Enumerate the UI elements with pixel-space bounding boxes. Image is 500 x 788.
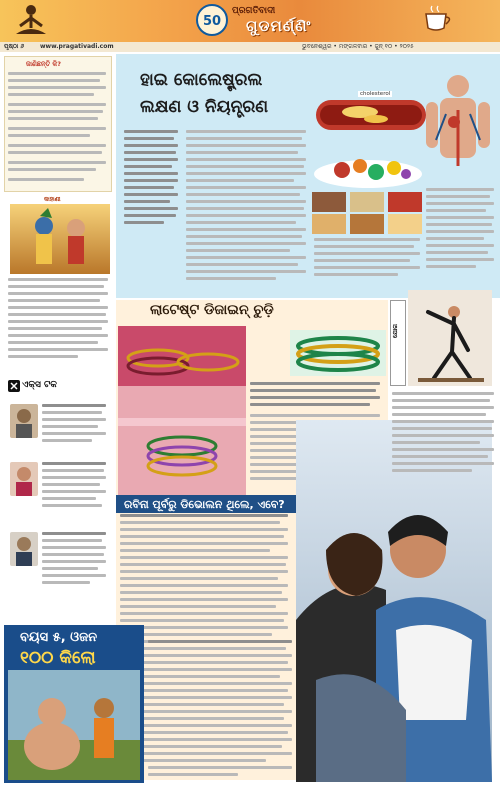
anatomy-illustration	[418, 70, 498, 180]
avatar	[10, 462, 38, 496]
did-you-know-title: ଜାଣିଛନ୍ତି କି?	[26, 60, 61, 68]
page-number: ପୃଷ୍ଠା ୬	[4, 43, 25, 50]
bangles-photo	[118, 326, 246, 506]
story-text	[8, 278, 110, 366]
anniversary-logo	[193, 3, 231, 39]
cholesterol-intro-text	[124, 130, 180, 234]
raveena-headline: ରବିନା ପୂର୍ବରୁ ଡିଭୋଲନ ଥିଲେ, ଏବେ?	[124, 498, 285, 511]
publication-name: ପ୍ରଗତିବାଦୀ	[232, 6, 276, 16]
krishna-illustration	[10, 204, 110, 274]
cholesterol-side-text	[426, 188, 496, 292]
anniversary-number: 50	[202, 14, 222, 29]
healthy-food-illustration	[312, 150, 424, 190]
x-talk-title: ଏକ୍ସ ଟକ	[22, 380, 57, 390]
artery-label: cholesterol	[360, 91, 391, 97]
bangles-set-photo	[290, 330, 386, 376]
weight-body-text	[148, 640, 294, 780]
x-post-text	[42, 532, 108, 616]
did-you-know-text	[8, 72, 108, 188]
child-photo	[8, 670, 140, 780]
yoga-pose-photo	[408, 290, 492, 386]
yoga-tag-label: ଯୋଗ	[392, 324, 399, 338]
x-post-text	[42, 404, 108, 454]
website-link[interactable]: www.pragativadi.com	[40, 43, 114, 50]
cholesterol-headline-2: ଲକ୍ଷଣ ଓ ନିୟନ୍ତ୍ରଣ	[140, 97, 269, 117]
avatar	[10, 404, 38, 438]
date-line: ଭୁବନେଶ୍ୱର • ମଙ୍ଗଳବାର • ଜୁନ୍ ୧୦ • ୨୦୨୫	[302, 43, 414, 50]
weight-headline: ବୟସ ୫, ଓଜନ	[20, 630, 98, 645]
weight-value: ୧୦୦ କିଲୋ	[20, 648, 96, 668]
supplement-name: ଗୁଡମର୍ଣ୍ଣିଂ	[246, 17, 312, 35]
food-photo-grid	[312, 192, 422, 234]
yoga-body-text	[392, 392, 496, 492]
tea-cup-icon	[420, 4, 456, 34]
bangles-headline: ଲାଟେଷ୍ଟ ଡିଜାଇନ୍ ଚୁଡ଼ି	[150, 302, 274, 318]
yoga-tag-box	[390, 300, 406, 386]
cholesterol-headline-1: ହାଇ କୋଲେଷ୍ଟ୍ରଲ	[140, 70, 263, 90]
x-post-text	[42, 462, 108, 518]
avatar	[10, 532, 38, 566]
cholesterol-food-text	[314, 238, 422, 292]
story-title: କାହାଣୀ	[44, 196, 61, 203]
meditation-figure-icon	[8, 2, 54, 42]
cholesterol-body-text	[186, 130, 308, 290]
